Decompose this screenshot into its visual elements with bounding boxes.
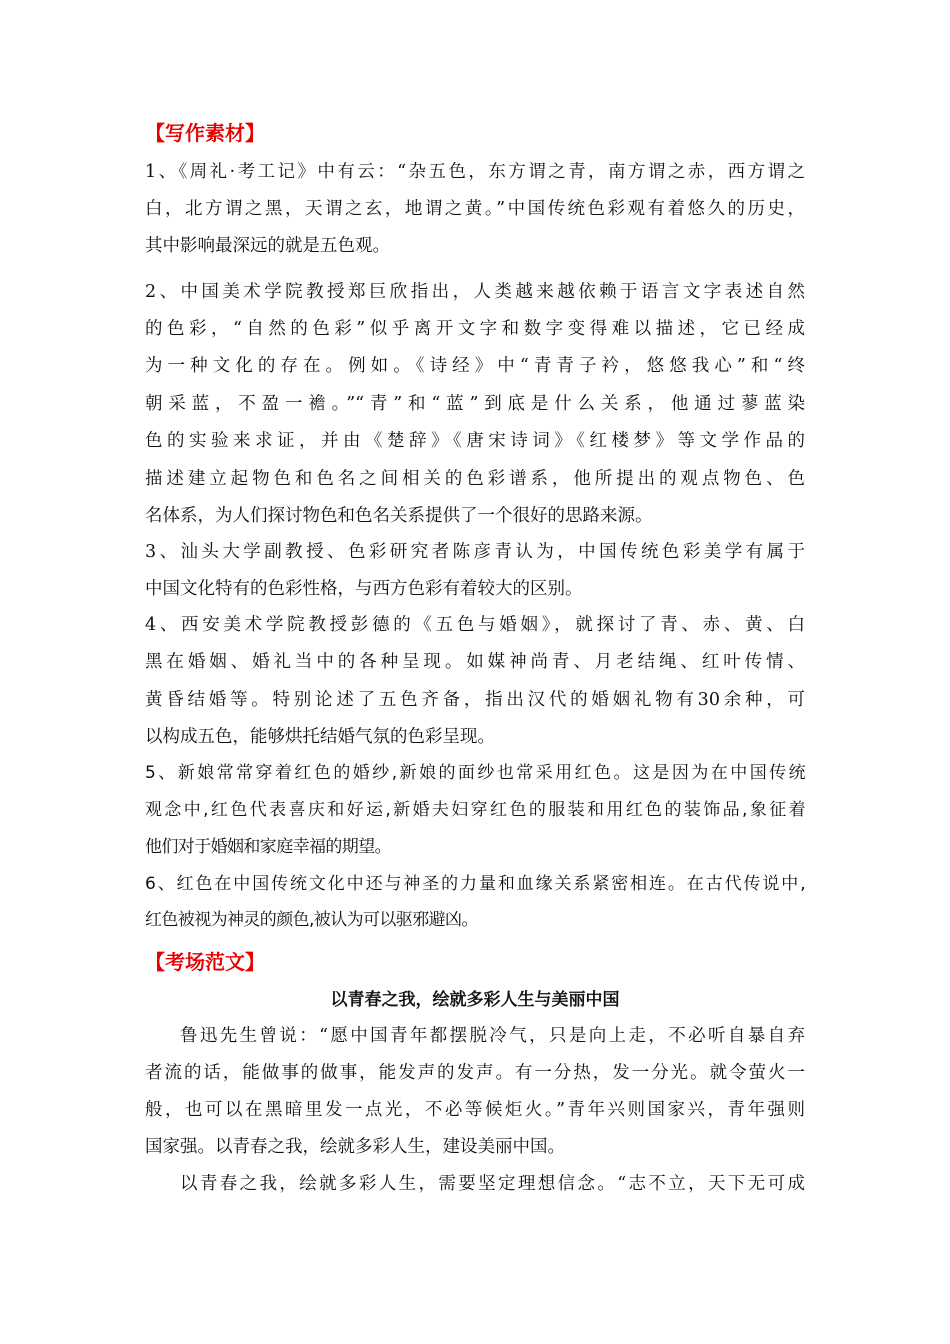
text-line: 朝采蓝，不盈一襜。”“青”和“蓝”到底是什么关系，他通过蓼蓝染 bbox=[145, 394, 805, 414]
text-line: 6、红色在中国传统文化中还与神圣的力量和血缘关系紧密相连。在古代传说中, bbox=[145, 874, 805, 894]
text-line: 般，也可以在黑暗里发一点光，不必等候炬火。”青年兴则国家兴，青年强则 bbox=[145, 1100, 805, 1120]
text-line: 为一种文化的存在。例如。《诗经》中“青青子衿，悠悠我心”和“终 bbox=[145, 356, 805, 376]
text-line: 的色彩，“自然的色彩”似乎离开文字和数字变得难以描述，它已经成 bbox=[145, 319, 805, 339]
text-line: 中国文化特有的色彩性格，与西方色彩有着较大的区别。 bbox=[145, 579, 583, 599]
heading-writing-materials: 【写作素材】 bbox=[145, 121, 265, 145]
text-line: 以构成五色，能够烘托结婚气氛的色彩呈现。 bbox=[145, 727, 495, 747]
text-line: 国家强。以青春之我，绘就多彩人生，建设美丽中国。 bbox=[145, 1137, 565, 1157]
essay-title: 以青春之我，绘就多彩人生与美丽中国 bbox=[330, 990, 620, 1010]
text-line: 白，北方谓之黑，天谓之玄，地谓之黄。”中国传统色彩观有着悠久的历史， bbox=[145, 199, 805, 219]
text-line: 描述建立起物色和色名之间相关的色彩谱系，他所提出的观点物色、色 bbox=[145, 469, 805, 489]
text-line: 名体系，为人们探讨物色和色名关系提供了一个很好的思路来源。 bbox=[145, 506, 653, 526]
text-line: 观念中,红色代表喜庆和好运,新婚夫妇穿红色的服装和用红色的装饰品,象征着 bbox=[145, 800, 805, 820]
text-line: 3、汕头大学副教授、色彩研究者陈彦青认为，中国传统色彩美学有属于 bbox=[145, 542, 805, 562]
text-line: 他们对于婚姻和家庭幸福的期望。 bbox=[145, 837, 391, 857]
text-line: 其中影响最深远的就是五色观。 bbox=[145, 236, 390, 256]
heading-model-essay: 【考场范文】 bbox=[145, 950, 265, 974]
text-line: 者流的话，能做事的做事，能发声的发声。有一分热，发一分光。就令萤火一 bbox=[145, 1063, 805, 1083]
text-line: 1、《周礼·考工记》中有云：“杂五色，东方谓之青，南方谓之赤，西方谓之 bbox=[145, 162, 805, 182]
text-line: 2、中国美术学院教授郑巨欣指出，人类越来越依赖于语言文字表述自然 bbox=[145, 282, 805, 302]
text-line: 以青春之我，绘就多彩人生，需要坚定理想信念。“志不立，天下无可成 bbox=[180, 1174, 805, 1194]
text-line: 色的实验来求证，并由《楚辞》《唐宋诗词》《红楼梦》等文学作品的 bbox=[145, 431, 805, 451]
text-line: 5、新娘常常穿着红色的婚纱,新娘的面纱也常采用红色。这是因为在中国传统 bbox=[145, 763, 805, 783]
text-line: 黑在婚姻、婚礼当中的各种呈现。如媒神尚青、月老结绳、红叶传情、 bbox=[145, 652, 805, 672]
text-line: 红色被视为神灵的颜色,被认为可以驱邪避凶。 bbox=[145, 910, 478, 930]
text-line: 黄昏结婚等。特别论述了五色齐备，指出汉代的婚姻礼物有30余种，可 bbox=[145, 690, 805, 710]
text-line: 鲁迅先生曾说：“愿中国青年都摆脱冷气，只是向上走，不必听自暴自弃 bbox=[180, 1026, 805, 1046]
text-line: 4、西安美术学院教授彭德的《五色与婚姻》，就探讨了青、赤、黄、白 bbox=[145, 615, 805, 635]
